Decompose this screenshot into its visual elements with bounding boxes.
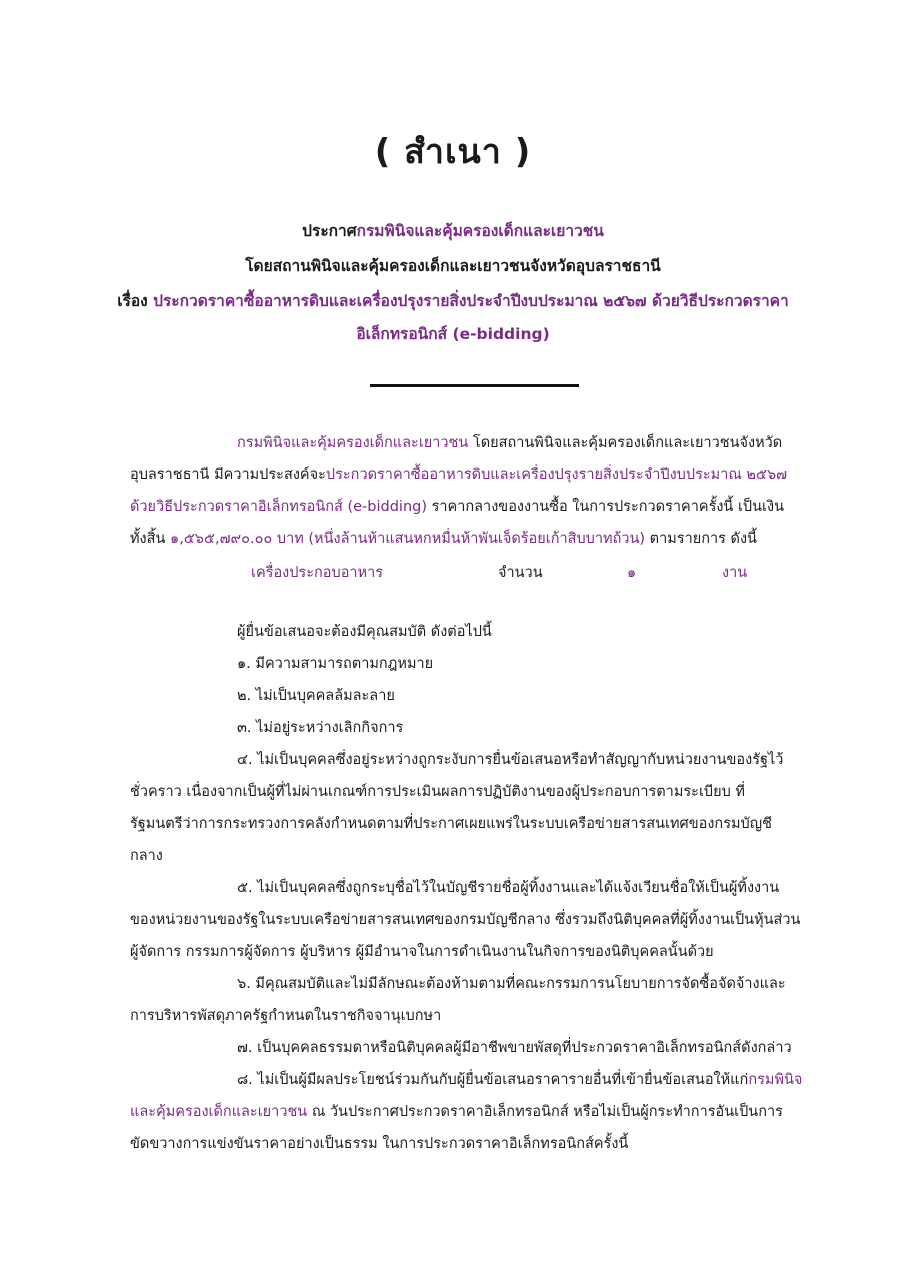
intro-line-1 (237, 432, 782, 454)
intro-line-4-a: ทั้งสิ้น (130, 531, 171, 547)
heading-prefix: ประกาศ (302, 222, 357, 240)
intro-line-4-c: ตามรายการ ดังนี้ (645, 531, 757, 547)
heading-subject (0, 288, 906, 313)
intro-line-1-rest: โดยสถานพินิจและคุ้มครองเด็กและเยาวชนจังหวัด (468, 435, 783, 451)
qualification-4-line-4: กลาง (130, 848, 163, 864)
qualification-5-line-3: ผู้จัดการ กรรมการผู้จัดการ ผู้บริหาร ผู้มีอำนาจในการดำเนินงานในกิจการของนิติบุคคลนั้นด้วย (130, 944, 714, 960)
intro-line-2-subject: ประกวดราคาซื้ออาหารดิบและเครื่องปรุงรายสิ่งประจำปีงบประมาณ ๒๕๖๗ (325, 467, 788, 483)
intro-line-4 (130, 528, 757, 550)
qualification-6-line-2: การบริหารพัสดุภาครัฐกำหนดในราชกิจจานุเบกษา (130, 1008, 442, 1024)
qualification-6-line-1: ๖. มีคุณสมบัติและไม่มีลักษณะต้องห้ามตามที่คณะกรรมการนโยบายการจัดซื้อจัดจ้างและ (237, 976, 786, 992)
item-unit: งาน (722, 565, 748, 581)
heading-subject-continued: อิเล็กทรอนิกส์ (e-bidding) (356, 325, 550, 343)
item-name: เครื่องประกอบอาหาร (251, 565, 384, 581)
qualification-4-line-1: ๔. ไม่เป็นบุคคลซึ่งอยู่ระหว่างถูกระงับการยื่นข้อเสนอหรือทำสัญญากับหน่วยงานของรัฐไว้ (237, 752, 784, 768)
heading-organization: กรมพินิจและคุ้มครองเด็กและเยาวชน (356, 222, 604, 240)
qualification-7: ๗. เป็นบุคคลธรรมดาหรือนิติบุคคลผู้มีอาชีพขายพัสดุที่ประกวดราคาอิเล็กทรอนิกส์ดังกล่าว (237, 1040, 792, 1056)
qualification-5-line-2: ของหน่วยงานของรัฐในระบบเครือข่ายสารสนเทศของกรมบัญชีกลาง ซึ่งรวมถึงนิติบุคคลที่ผู้ทิ้งงานเป็นหุ้นส่วน (130, 912, 801, 928)
intro-line-2-a: อุบลราชธานี มีความประสงค์จะ (130, 467, 326, 483)
qualification-2: ๒. ไม่เป็นบุคคลล้มละลาย (237, 688, 395, 704)
item-qty-label: จำนวน (498, 565, 543, 581)
intro-line-2 (130, 464, 787, 486)
qualifications-intro: ผู้ยื่นข้อเสนอจะต้องมีคุณสมบัติ ดังต่อไปนี้ (237, 624, 492, 640)
intro-line-3-method: ด้วยวิธีประกวดราคาอิเล็กทรอนิกส์ (e-bidding) (130, 499, 428, 515)
document-copy-mark: ( สำเนา ) (374, 132, 532, 172)
qualification-8-line-1 (237, 1069, 802, 1091)
qualification-8-line-2 (130, 1101, 783, 1123)
qualification-3: ๓. ไม่อยู่ระหว่างเลิกกิจการ (237, 720, 404, 736)
intro-organization: กรมพินิจและคุ้มครองเด็กและเยาวชน (237, 435, 469, 451)
intro-budget-amount: ๑,๕๖๕,๗๙๐.๐๐ บาท (หนึ่งล้านห้าแสนหกหมื่นห้าพันเจ็ดร้อยเก้าสิบบาทถ้วน) (170, 531, 646, 547)
qualification-4-line-3: รัฐมนตรีว่าการกระทรวงการคลังกำหนดตามที่ประกาศเผยแพร่ในระบบเครือข่ายสารสนเทศของกรมบัญชี (130, 816, 772, 832)
qualification-8-line-1-a: ๘. ไม่เป็นผู้มีผลประโยชน์ร่วมกันกับผู้ยื่นข้อเสนอราคารายอื่นที่เข้ายื่นข้อเสนอให้แก่ (237, 1072, 749, 1088)
qualification-8-line-2-rest: ณ วันประกาศประกวดราคาอิเล็กทรอนิกส์ หรือไม่เป็นผู้กระทำการอันเป็นการ (307, 1104, 783, 1120)
announcement-heading (0, 218, 906, 243)
qualification-8-organization-b: และคุ้มครองเด็กและเยาวชน (130, 1104, 308, 1120)
heading-agency: โดยสถานพินิจและคุ้มครองเด็กและเยาวชนจังหวัดอุบลราชธานี (245, 257, 661, 275)
heading-divider (370, 384, 579, 387)
qualification-5-line-1: ๕. ไม่เป็นบุคคลซึ่งถูกระบุชื่อไว้ในบัญชีรายชื่อผู้ทิ้งงานและได้แจ้งเวียนชื่อให้เป็นผู้ทิ้งงาน (237, 880, 780, 896)
qualification-8-organization-a: กรมพินิจ (748, 1072, 803, 1088)
qualification-1: ๑. มีความสามารถตามกฎหมาย (237, 656, 434, 672)
subject-text: ประกวดราคาซื้ออาหารดิบและเครื่องปรุงรายสิ่งประจำปีงบประมาณ ๒๕๖๗ ด้วยวิธีประกวดราคา (153, 292, 789, 310)
qualification-8-line-3: ขัดขวางการแข่งขันราคาอย่างเป็นธรรม ในการประกวดราคาอิเล็กทรอนิกส์ครั้งนี้ (130, 1136, 629, 1152)
intro-line-3-rest: ราคากลางของงานซื้อ ในการประกวดราคาครั้งนี้ เป็นเงิน (427, 499, 784, 515)
qualification-4-line-2: ชั่วคราว เนื่องจากเป็นผู้ที่ไม่ผ่านเกณฑ์การประเมินผลการปฏิบัติงานของผู้ประกอบการตามระเบียบ ที่ (130, 784, 745, 800)
intro-line-3 (130, 496, 784, 518)
item-qty: ๑ (627, 565, 637, 581)
subject-prefix: เรื่อง (117, 292, 154, 310)
